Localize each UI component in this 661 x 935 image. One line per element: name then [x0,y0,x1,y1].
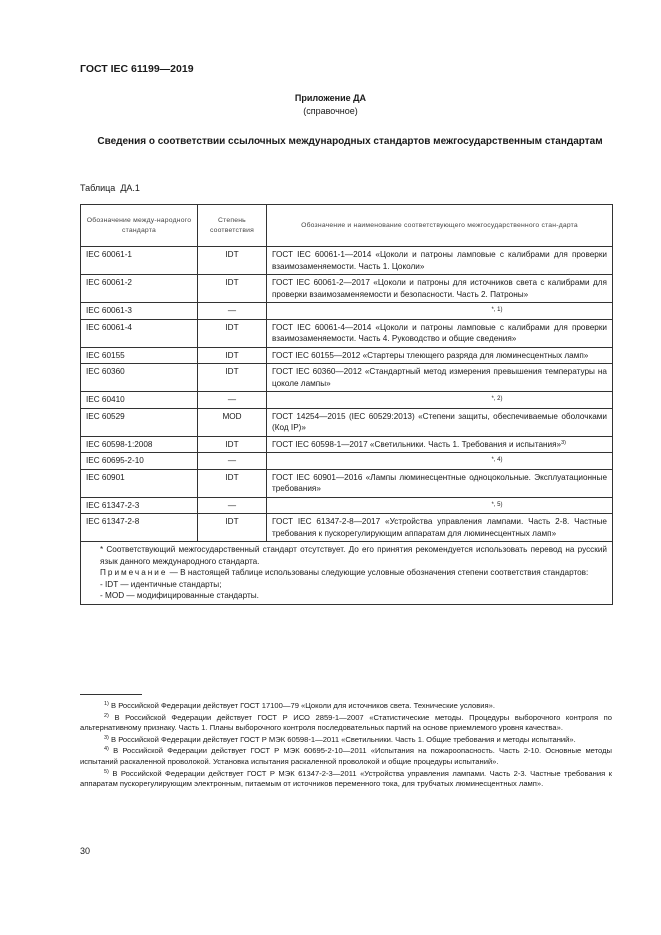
gost-text: ГОСТ IEC 60061-2—2017 «Цоколи и патроны для источников света с калибрами для проверки взаимозаменяемости и безопасности. Часть 2. Патроны» [272,278,607,299]
cell-intl-standard: IEC 60410 [81,392,198,409]
footnote-mark: 4) [104,746,109,753]
footnote-mark: 3) [104,734,109,741]
table-note-row [81,542,613,605]
cell-gost-standard [267,319,613,347]
footnote-text: В Российской Федерации действует ГОСТ Р МЭК 60695-2-10—2011 «Испытания на пожароопасность. Часть 2-10. Основные методы испытаний раскаленной проволокой. Установка испытания раскаленной проволокой и общие процедуры испытаний». [80,746,612,766]
cell-intl-standard: IEC 60155 [81,347,198,364]
footnote-ref: *, 5) [491,501,503,508]
footnote-text: В Российской Федерации действует ГОСТ Р МЭК 60598-1—2011 «Светильники. Часть 1. Общие требования и методы испытаний». [111,734,576,744]
note-star: * Соответствующий межгосударственный стандарт отсутствует. До его принятия рекомендуется использовать перевод на русский язык данного международного стандарта. [100,545,607,566]
cell-gost-standard [267,453,613,470]
cell-intl-standard: IEC 60598-1:2008 [81,436,198,453]
cell-degree: IDT [198,436,267,453]
cell-gost-standard [267,247,613,275]
cell-degree: IDT [198,347,267,364]
footnote-mark: 2) [104,712,109,719]
gost-text: ГОСТ IEC 60061-4—2014 «Цоколи и патроны ламповые с калибрами для проверки взаимозаменяемости. Часть 4. Руководство и общие сведения» [272,322,607,343]
cell-degree: — [198,392,267,409]
table-row [81,347,613,364]
table-row [81,453,613,470]
gost-text: ГОСТ 14254—2015 (IEC 60529:2013) «Степени защиты, обеспечиваемые оболочками (Код IP)» [272,411,607,432]
cell-gost-standard [267,436,613,453]
cell-intl-standard: IEC 61347-2-8 [81,514,198,542]
note-paragraph [86,567,607,579]
cell-degree: IDT [198,247,267,275]
table-caption-number: ДА.1 [120,183,140,193]
gost-text: ГОСТ IEC 60155—2012 «Стартеры тлеющего разряда для люминесцентных ламп» [272,350,589,360]
gost-text: ГОСТ IEC 61347-2-8—2017 «Устройства управления лампами. Часть 2-8. Частные требования к пускорегулирующим аппаратам для люминесцентных ламп» [272,517,607,538]
cell-intl-standard: IEC 61347-2-3 [81,497,198,514]
cell-degree: — [198,497,267,514]
cell-degree: IDT [198,514,267,542]
table-header-row [81,205,613,247]
table-caption [80,183,140,193]
table-row [81,319,613,347]
cell-gost-standard [267,514,613,542]
footnote-ref: 3) [561,439,567,446]
note-text: — В настоящей таблице использованы следующие условные обозначения степени соответствия стандартов: [167,568,589,578]
cell-degree: IDT [198,469,267,497]
gost-text: ГОСТ IEC 60901—2016 «Лампы люминесцентные одноцокольные. Эксплуатационные требования» [272,472,607,493]
table-row [81,497,613,514]
table-row [81,364,613,392]
table-row [81,514,613,542]
column-header-intl: Обозначение между-народного стандарта [81,205,198,247]
cell-gost-standard [267,392,613,409]
page-number: 30 [80,846,91,856]
footnote-item [80,701,612,712]
table-row [81,247,613,275]
note-item-mod: - MOD — модифицированные стандарты. [100,591,259,601]
cell-gost-standard [267,408,613,436]
cell-gost-standard [267,303,613,320]
cell-intl-standard: IEC 60061-1 [81,247,198,275]
column-header-degree: Степень соответствия [198,205,267,247]
footnote-text: В Российской Федерации действует ГОСТ Р МЭК 61347-2-3—2011 «Устройства управления лампами. Часть 2-3. Частные требования к аппаратам пускорегулирующим электронным, питаемым от источников переменного тока, для трубчатых люминесцентных ламп». [80,768,612,789]
footnote-mark: 5) [104,768,109,775]
table-caption-word: Таблица [80,183,116,193]
footnote-text: В Российской Федерации действует ГОСТ Р ИСО 2859-1—2007 «Статистические методы. Процедуры выборочного контроля по альтернативному признаку. Часть 1. Планы выборочного контроля последовательных партий на основе приемлемого уровня качества». [80,712,612,733]
cell-intl-standard: IEC 60061-2 [81,275,198,303]
cell-gost-standard [267,497,613,514]
appendix-subtitle: (справочное) [303,106,358,116]
footnote-item [80,735,612,746]
cell-degree: IDT [198,275,267,303]
cell-intl-standard: IEC 60360 [81,364,198,392]
cell-degree: IDT [198,319,267,347]
footnote-divider [80,694,142,695]
cell-intl-standard: IEC 60061-3 [81,303,198,320]
cell-degree: — [198,303,267,320]
table-row [81,469,613,497]
cell-gost-standard [267,364,613,392]
gost-text: ГОСТ IEC 60598-1—2017 «Светильники. Часть 1. Требования и испытания» [272,439,562,449]
cell-intl-standard: IEC 60695-2-10 [81,453,198,470]
cell-degree: MOD [198,408,267,436]
footnote-item [80,713,612,734]
correspondence-table [80,204,613,605]
cell-gost-standard [267,275,613,303]
table-row [81,303,613,320]
cell-degree: — [198,453,267,470]
cell-gost-standard [267,347,613,364]
footnote-item [80,769,612,790]
table-row [81,275,613,303]
note-label: Примечание [100,568,168,578]
cell-gost-standard [267,469,613,497]
cell-intl-standard: IEC 60061-4 [81,319,198,347]
gost-text: ГОСТ IEC 60061-1—2014 «Цоколи и патроны ламповые с калибрами для проверки взаимозаменяемости. Часть 1. Цоколи» [272,250,607,271]
cell-intl-standard: IEC 60901 [81,469,198,497]
footnote-mark: 1) [104,701,109,707]
document-header: ГОСТ IEC 61199—2019 [80,63,194,75]
footnote-item [80,746,612,767]
footnote-text: В Российской Федерации действует ГОСТ 17100—79 «Цоколи для источников света. Технические условия». [111,701,495,710]
appendix-title: Приложение ДА [294,93,367,103]
note-item-idt: - IDT — идентичные стандарты; [100,579,222,589]
table-note [81,542,613,605]
footnote-ref: *, 2) [491,396,503,402]
footnote-ref: *, 4) [491,457,503,463]
table-row [81,436,613,453]
table-row [81,392,613,409]
column-header-gost: Обозначение и наименование соответствующего межгосударственного стан-дарта [267,205,613,247]
footnote-ref: *, 1) [491,307,503,313]
gost-text: ГОСТ IEC 60360—2012 «Стандартный метод измерения превышения температуры на цоколе лампы» [272,367,607,388]
cell-degree: IDT [198,364,267,392]
cell-intl-standard: IEC 60529 [81,408,198,436]
appendix-heading: Сведения о соответствии ссылочных международных стандартов межгосударственным стандартам [97,136,603,147]
footnotes [80,701,612,791]
table-row [81,408,613,436]
